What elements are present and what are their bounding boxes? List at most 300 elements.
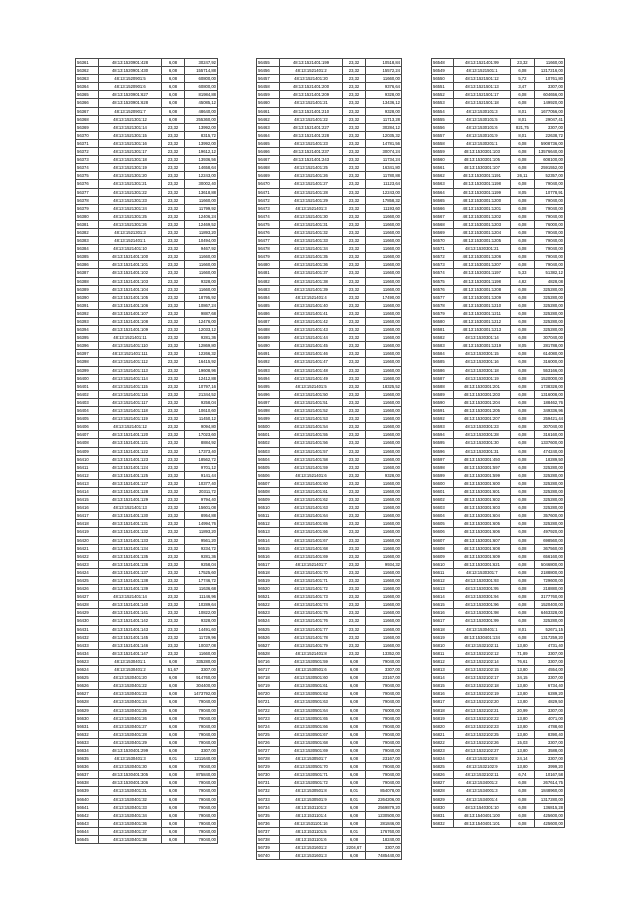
- row-number: 56822: [432, 738, 454, 746]
- table-row: [257, 318, 402, 326]
- cadastral-number: 48:13:1530301:607: [453, 536, 511, 544]
- table-row: [76, 447, 218, 455]
- cadastral-number: 48:13:1530301:7: [453, 568, 511, 576]
- table-row: [432, 83, 565, 91]
- cost-value: 176760,00: [366, 827, 402, 835]
- table-row: [76, 674, 218, 682]
- cadastral-number: 48:13:1521401:110: [99, 342, 162, 350]
- cadastral-number: 48:13:1521401:43: [280, 326, 343, 334]
- cadastral-number: 48:13:1530501:64: [280, 706, 343, 714]
- cost-value: 11893,20: [185, 528, 218, 536]
- row-number: 56636: [76, 763, 99, 771]
- cost-value: 4788,60: [534, 722, 564, 730]
- row-number: 56819: [432, 714, 454, 722]
- cost-value: 10797,16: [185, 382, 218, 390]
- cost-value: 79040,00: [366, 698, 402, 706]
- table-row: [257, 512, 402, 520]
- table-row: [257, 75, 402, 83]
- row-number: 56717: [257, 666, 280, 674]
- table-row: [76, 228, 218, 236]
- cadastral-number: 48:13:1521401:116: [99, 390, 162, 398]
- table-row: [257, 844, 402, 852]
- row-number: 56586: [432, 366, 454, 374]
- row-number: 56487: [257, 318, 280, 326]
- area-value: 5,33: [511, 269, 534, 277]
- row-number: 56821: [432, 730, 454, 738]
- cadastral-number: 48:13:1521301:3: [99, 228, 162, 236]
- area-value: 23,32: [343, 633, 366, 641]
- cadastral-number: 48:13:1521401:27: [280, 180, 343, 188]
- table-row: [432, 787, 565, 795]
- cost-value: 11660,00: [185, 649, 218, 657]
- table-row: [432, 577, 565, 585]
- table-row: [257, 326, 402, 334]
- cost-value: 23167,00: [366, 674, 402, 682]
- row-number: 56578: [432, 301, 454, 309]
- area-value: 23,32: [343, 334, 366, 342]
- cost-value: 3999,20: [534, 763, 564, 771]
- cost-value: 10494,00: [185, 237, 218, 245]
- cost-value: 11660,00: [366, 528, 402, 536]
- area-value: 6,08: [511, 560, 534, 568]
- cost-value: 11660,00: [185, 261, 218, 269]
- area-value: 6,08: [511, 431, 534, 439]
- table-row: [432, 552, 565, 560]
- cost-value: 11193,60: [366, 204, 402, 212]
- area-value: 6,08: [343, 730, 366, 738]
- table-row: [257, 609, 402, 617]
- cost-value: 875840,00: [185, 771, 218, 779]
- cadastral-number: 48:13:1521401:46: [280, 350, 343, 358]
- cost-value: 14781,56: [366, 139, 402, 147]
- table-row: [257, 504, 402, 512]
- table-row: [432, 237, 565, 245]
- area-value: 6,08: [511, 504, 534, 512]
- cadastral-number: 48:13:1530301:15: [453, 350, 511, 358]
- cost-value: 357600,00: [534, 512, 564, 520]
- row-number: 56568: [432, 220, 454, 228]
- row-number: 56829: [432, 795, 454, 803]
- cost-value: 16341,80: [366, 164, 402, 172]
- area-value: 23,32: [162, 180, 185, 188]
- area-value: 20,99: [511, 706, 534, 714]
- row-number: 56571: [432, 245, 454, 253]
- row-number: 56577: [432, 293, 454, 301]
- cost-value: 2591552,00: [534, 164, 564, 172]
- row-number: 56524: [257, 617, 280, 625]
- cadastral-number: 48:13:1530401:25: [99, 706, 162, 714]
- cost-value: 3307,00: [366, 666, 402, 674]
- table-row: [76, 487, 218, 495]
- area-value: 2204,67: [343, 844, 366, 852]
- table-row: [76, 277, 218, 285]
- area-value: 6,08: [511, 577, 534, 585]
- cadastral-number: 48:13:1530301:597: [453, 463, 511, 471]
- row-number: 56434: [76, 649, 99, 657]
- cost-value: 79040,00: [534, 228, 564, 236]
- table-row: [432, 487, 565, 495]
- cost-value: 9328,00: [185, 277, 218, 285]
- cadastral-number: 48:13:1530301:1210: [453, 301, 511, 309]
- table-row: [257, 577, 402, 585]
- area-value: 6,08: [162, 706, 185, 714]
- table-row: [76, 148, 218, 156]
- row-number: 56562: [432, 172, 454, 180]
- cost-value: 1520000,00: [534, 374, 564, 382]
- table-row: [76, 115, 218, 123]
- area-value: 23,32: [162, 342, 185, 350]
- table-row: [432, 390, 565, 398]
- row-number: 56490: [257, 342, 280, 350]
- area-value: 6,08: [162, 115, 185, 123]
- cost-value: 11660,00: [366, 228, 402, 236]
- area-value: 23,32: [162, 439, 185, 447]
- area-value: 6,08: [511, 326, 534, 334]
- row-number: 56475: [257, 220, 280, 228]
- area-value: 6,08: [162, 59, 185, 67]
- row-number: 56606: [432, 528, 454, 536]
- area-value: 6,08: [162, 746, 185, 754]
- table-row: [257, 779, 402, 787]
- cost-value: 4554,00: [534, 666, 564, 674]
- area-value: 23,32: [162, 512, 185, 520]
- area-value: 23,32: [343, 139, 366, 147]
- area-value: 23,32: [162, 560, 185, 568]
- table-row: [76, 107, 218, 115]
- row-number: 56510: [257, 504, 280, 512]
- cost-value: 3307,00: [185, 746, 218, 754]
- row-number: 56473: [257, 204, 280, 212]
- table-row: [257, 439, 402, 447]
- area-value: 6,08: [511, 819, 534, 827]
- cost-value: 11660,00: [534, 59, 564, 67]
- cost-value: 79040,00: [185, 819, 218, 827]
- table-row: [257, 827, 402, 835]
- area-value: 6,74: [511, 771, 534, 779]
- table-row: [257, 172, 402, 180]
- row-number: 56369: [76, 123, 99, 131]
- cost-value: 81984,88: [185, 91, 218, 99]
- register-table-2: [256, 58, 402, 860]
- area-value: 23,32: [162, 520, 185, 528]
- row-number: 56416: [76, 504, 99, 512]
- cost-value: 11729,96: [185, 633, 218, 641]
- cadastral-number: 48:13:1521401:145: [99, 633, 162, 641]
- cost-value: 608100,00: [534, 156, 564, 164]
- cadastral-number: 48:13:1521401:45: [280, 342, 343, 350]
- table-row: [432, 350, 565, 358]
- area-value: 23,32: [343, 439, 366, 447]
- cost-value: 3307,00: [534, 755, 564, 763]
- table-row: [257, 625, 402, 633]
- cost-value: 11660,00: [366, 301, 402, 309]
- cadastral-number: 48:13:1530301:608: [453, 544, 511, 552]
- cost-value: 349336,96: [534, 407, 564, 415]
- cadastral-number: 48:13:1521401:143: [99, 625, 162, 633]
- table-row: [432, 649, 565, 657]
- cadastral-number: 48:13:1521401:47: [280, 358, 343, 366]
- row-number: 56507: [257, 479, 280, 487]
- cadastral-number: 48:13:1521401:8: [280, 649, 343, 657]
- area-value: 13,80: [511, 682, 534, 690]
- cost-value: 11660,00: [366, 496, 402, 504]
- row-number: 56635: [76, 755, 99, 763]
- table-row: [76, 180, 218, 188]
- cadastral-number: 48:13:1521301:23: [99, 196, 162, 204]
- area-value: 23,32: [162, 309, 185, 317]
- row-number: 56817: [432, 698, 454, 706]
- area-value: 6,08: [343, 852, 366, 860]
- area-value: 6,08: [511, 407, 534, 415]
- table-row: [432, 593, 565, 601]
- table-row: [432, 536, 565, 544]
- cost-value: 9141,44: [185, 471, 218, 479]
- area-value: 6,08: [343, 746, 366, 754]
- table-row: [432, 148, 565, 156]
- table-row: [432, 164, 565, 172]
- row-number: 56597: [432, 455, 454, 463]
- area-value: 23,32: [162, 568, 185, 576]
- cost-value: 79040,00: [185, 795, 218, 803]
- cadastral-number: 48:13:1521401:5: [280, 382, 343, 390]
- cost-value: 11636,68: [185, 585, 218, 593]
- cost-value: 325280,00: [534, 293, 564, 301]
- area-value: 23,32: [343, 277, 366, 285]
- area-value: 23,32: [162, 220, 185, 228]
- cadastral-number: 48:13:1530501:66: [280, 722, 343, 730]
- area-value: 23,32: [343, 407, 366, 415]
- cadastral-number: 48:13:1521401:112: [99, 358, 162, 366]
- table-row: [257, 479, 402, 487]
- cadastral-number: 48:13:1521401:130: [99, 512, 162, 520]
- area-value: 23,32: [343, 382, 366, 390]
- table-row: [257, 706, 402, 714]
- row-number: 56373: [76, 156, 99, 164]
- cadastral-number: 48:13:1521401:32: [280, 228, 343, 236]
- area-value: 23,32: [162, 431, 185, 439]
- cadastral-number: 48:13:1530501:8: [280, 787, 343, 795]
- cadastral-number: 48:13:1530501:69: [280, 746, 343, 754]
- cost-value: 30074,24: [366, 148, 402, 156]
- cadastral-number: 48:13:1521401:66: [280, 528, 343, 536]
- cadastral-number: 48:13:1521301:22: [99, 188, 162, 196]
- cadastral-number: 48:13:1530301:16: [453, 358, 511, 366]
- cadastral-number: 48:13:1521401:4: [280, 293, 343, 301]
- table-row: [76, 560, 218, 568]
- table-row: [257, 560, 402, 568]
- row-number: 56518: [257, 568, 280, 576]
- cadastral-number: 48:13:1521401:113: [99, 366, 162, 374]
- row-number: 56812: [432, 657, 454, 665]
- row-number: 56640: [76, 795, 99, 803]
- area-value: 6,08: [343, 714, 366, 722]
- cost-value: 1217216,00: [534, 67, 564, 75]
- table-row: [76, 415, 218, 423]
- area-value: 23,32: [162, 479, 185, 487]
- table-row: [76, 204, 218, 212]
- cadastral-number: 48:13:1521401:40: [280, 301, 343, 309]
- cadastral-number: 48:13:1530301:98: [453, 609, 511, 617]
- table-row: [76, 836, 218, 844]
- cadastral-number: 48:13:1530301:1201: [453, 204, 511, 212]
- row-number: 56495: [257, 382, 280, 390]
- table-row: [76, 682, 218, 690]
- cost-value: 307040,00: [534, 423, 564, 431]
- area-value: 23,32: [162, 237, 185, 245]
- area-value: 6,08: [511, 293, 534, 301]
- cadastral-number: 48:13:1521401:209: [280, 91, 343, 99]
- row-number: 56427: [76, 593, 99, 601]
- cost-value: 10377,40: [185, 479, 218, 487]
- table-row: [257, 407, 402, 415]
- area-value: 23,32: [343, 220, 366, 228]
- table-row: [76, 617, 218, 625]
- cadastral-number: 48:13:1520901:627: [99, 91, 162, 99]
- cost-value: 13936,56: [185, 156, 218, 164]
- table-row: [257, 714, 402, 722]
- cadastral-number: 48:13:1532102:27: [453, 746, 511, 754]
- row-number: 56740: [257, 852, 280, 860]
- row-number: 56623: [76, 657, 99, 665]
- cost-value: 11660,00: [366, 342, 402, 350]
- cost-value: 12243,00: [185, 172, 218, 180]
- register-column-1: [75, 58, 218, 844]
- cadastral-number: 48:13:1530301:207: [453, 415, 511, 423]
- cadastral-number: 48:13:1521401:68: [280, 544, 343, 552]
- cost-value: 325280,00: [534, 301, 564, 309]
- cost-value: 79040,00: [534, 245, 564, 253]
- register-table-3: [431, 58, 565, 828]
- row-number: 56413: [76, 479, 99, 487]
- cadastral-number: 48:13:1521401:42: [280, 318, 343, 326]
- table-row: [432, 455, 565, 463]
- area-value: 23,32: [162, 123, 185, 131]
- cadastral-number: 48:13:1521401:135: [99, 552, 162, 560]
- row-number: 56377: [76, 188, 99, 196]
- row-number: 56382: [76, 228, 99, 236]
- cadastral-number: 48:13:1521401:57: [280, 447, 343, 455]
- cadastral-number: 48:13:1531101:5: [280, 827, 343, 835]
- cost-value: 18240,00: [366, 836, 402, 844]
- table-row: [257, 237, 402, 245]
- row-number: 56564: [432, 188, 454, 196]
- cost-value: 7485440,00: [366, 852, 402, 860]
- cadastral-number: 48:13:1521301:20: [99, 172, 162, 180]
- row-number: 56485: [257, 301, 280, 309]
- cost-value: 1337600,00: [534, 439, 564, 447]
- table-row: [432, 771, 565, 779]
- cadastral-number: 48:13:1521401:31: [280, 220, 343, 228]
- cadastral-number: 48:13:1521301:16: [99, 139, 162, 147]
- table-row: [432, 334, 565, 342]
- cost-value: 474240,00: [534, 447, 564, 455]
- row-number: 56468: [257, 164, 280, 172]
- row-number: 56488: [257, 326, 280, 334]
- area-value: 23,32: [162, 536, 185, 544]
- cost-value: 2264206,00: [366, 795, 402, 803]
- table-row: [257, 423, 402, 431]
- row-number: 56519: [257, 577, 280, 585]
- register-table-1: [75, 58, 218, 844]
- cost-value: 9328,00: [185, 617, 218, 625]
- table-row: [257, 601, 402, 609]
- area-value: 23,32: [162, 358, 185, 366]
- cadastral-number: 48:13:1521401:48: [280, 366, 343, 374]
- row-number: 56461: [257, 107, 280, 115]
- cadastral-number: 48:13:1521401:55: [280, 431, 343, 439]
- cadastral-number: 48:13:1530401:299: [99, 746, 162, 754]
- area-value: 23,32: [162, 585, 185, 593]
- area-value: 6,08: [343, 779, 366, 787]
- table-row: [257, 641, 402, 649]
- cost-value: 6463328,00: [534, 609, 564, 617]
- area-value: 23,32: [343, 496, 366, 504]
- area-value: 23,32: [343, 536, 366, 544]
- area-value: 6,08: [511, 487, 534, 495]
- row-number: 56557: [432, 131, 454, 139]
- area-value: 6,08: [511, 67, 534, 75]
- area-value: 23,32: [343, 67, 366, 75]
- cost-value: 12033,12: [185, 326, 218, 334]
- area-value: 6,08: [511, 593, 534, 601]
- table-row: [76, 763, 218, 771]
- row-number: 56619: [432, 633, 454, 641]
- cadastral-number: 48:13:1530101:6: [453, 123, 511, 131]
- cadastral-number: 48:13:1521401:109: [99, 326, 162, 334]
- table-row: [432, 674, 565, 682]
- area-value: 23,32: [162, 471, 185, 479]
- cost-value: 9376,64: [366, 83, 402, 91]
- area-value: 6,08: [511, 309, 534, 317]
- area-value: 23,32: [343, 342, 366, 350]
- table-row: [257, 382, 402, 390]
- cadastral-number: 48:13:1521401:140: [99, 601, 162, 609]
- cost-value: 325280,00: [534, 318, 564, 326]
- cost-value: 367560,00: [534, 544, 564, 552]
- cadastral-number: 48:13:1521401:111: [99, 350, 162, 358]
- cadastral-number: 48:13:1521501:17: [453, 91, 511, 99]
- row-number: 56643: [76, 819, 99, 827]
- area-value: 23,32: [162, 350, 185, 358]
- cost-value: 11660,00: [366, 423, 402, 431]
- row-number: 56638: [76, 779, 99, 787]
- cost-value: 14994,76: [185, 520, 218, 528]
- area-value: 23,32: [343, 520, 366, 528]
- row-number: 56548: [432, 59, 454, 67]
- cadastral-number: 48:13:1530301:1203: [453, 220, 511, 228]
- area-value: 6,08: [511, 439, 534, 447]
- row-number: 56467: [257, 156, 280, 164]
- cadastral-number: 48:13:1530401:20: [99, 674, 162, 682]
- area-value: 23,32: [343, 285, 366, 293]
- table-row: [257, 277, 402, 285]
- cadastral-number: 48:13:1540401:100: [453, 811, 511, 819]
- cost-value: 8954,88: [185, 512, 218, 520]
- area-value: 23,32: [343, 164, 366, 172]
- area-value: 23,32: [343, 115, 366, 123]
- row-number: 56727: [257, 746, 280, 754]
- row-number: 56430: [76, 617, 99, 625]
- table-row: [432, 59, 565, 67]
- row-number: 56584: [432, 350, 454, 358]
- cadastral-number: 48:13:1521401:121: [99, 439, 162, 447]
- area-value: 6,08: [511, 253, 534, 261]
- area-value: 6,08: [511, 382, 534, 390]
- cadastral-number: 48:13:1521401:125: [99, 471, 162, 479]
- area-value: 23,32: [343, 455, 366, 463]
- cadastral-number: 48:13:1530301:601: [453, 487, 511, 495]
- table-row: [257, 593, 402, 601]
